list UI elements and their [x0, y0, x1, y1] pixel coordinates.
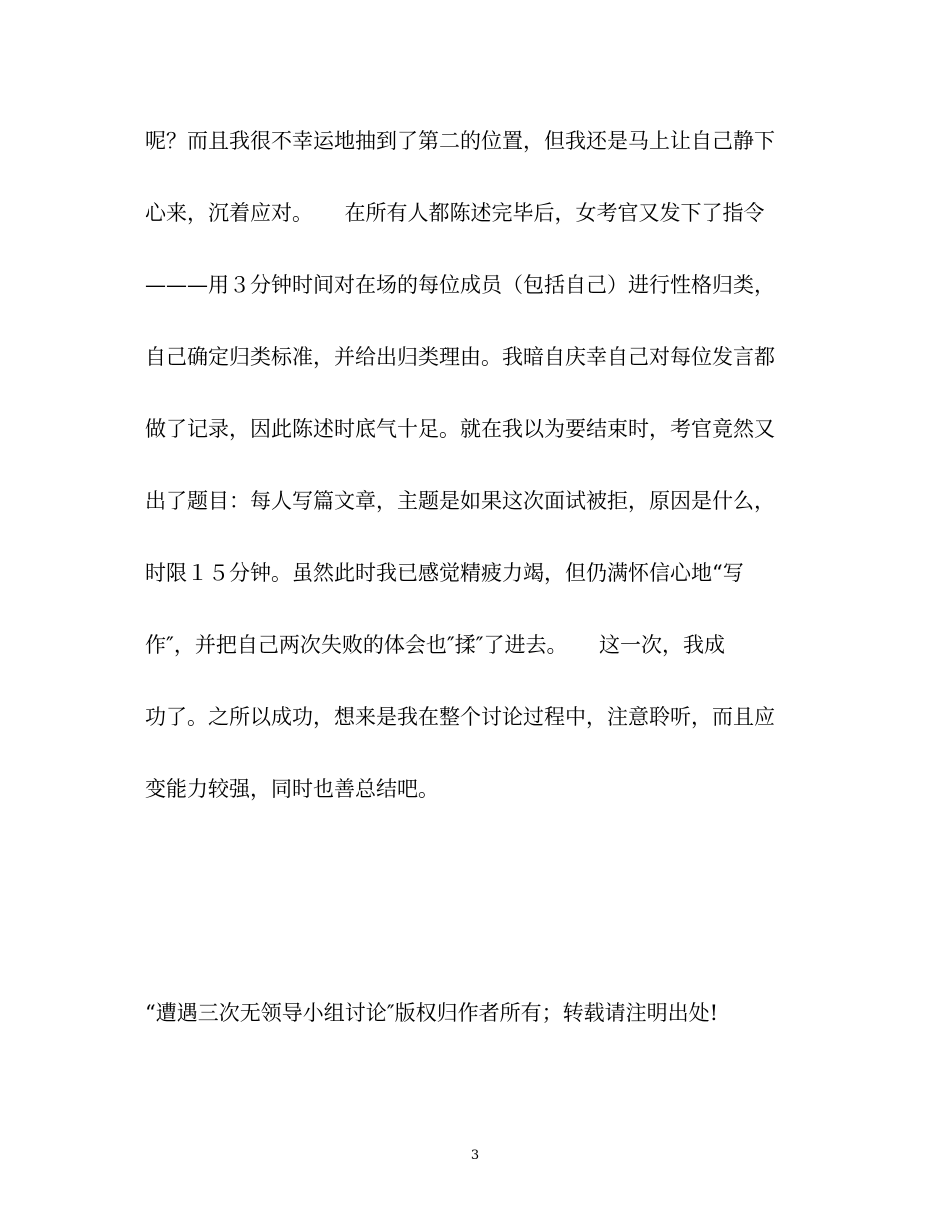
body-text-line: 呢？而且我很不幸运地抽到了第二的位置，但我还是马上让自己静下 — [145, 129, 775, 153]
body-text-line: 作″，并把自己两次失败的体会也″揉″了进去。 这一次，我成 — [145, 633, 726, 657]
body-text-line: 出了题目：每人写篇文章，主题是如果这次面试被拒，原因是什么， — [145, 489, 775, 513]
body-text-line: ———用３分钟时间对在场的每位成员（包括自己）进行性格归类， — [145, 273, 775, 297]
body-text-line: 做了记录，因此陈述时底气十足。就在我以为要结束时，考官竟然又 — [145, 417, 775, 441]
body-text-line: 心来，沉着应对。 在所有人都陈述完毕后，女考官又发下了指令 — [145, 201, 765, 225]
body-text-line: 自己确定归类标准，并给出归类理由。我暗自庆幸自己对每位发言都 — [145, 345, 775, 369]
body-text-line: 功了。之所以成功，想来是我在整个讨论过程中，注意聆听，而且应 — [145, 705, 775, 729]
page-number: 3 — [470, 1148, 480, 1163]
body-text-line: 时限１５分钟。虽然此时我已感觉精疲力竭，但仍满怀信心地“写 — [145, 561, 744, 585]
copyright-notice: “遭遇三次无领导小组讨论″版权归作者所有；转载请注明出处! — [145, 1001, 719, 1025]
body-text-line: 变能力较强，同时也善总结吧。 — [145, 777, 439, 801]
